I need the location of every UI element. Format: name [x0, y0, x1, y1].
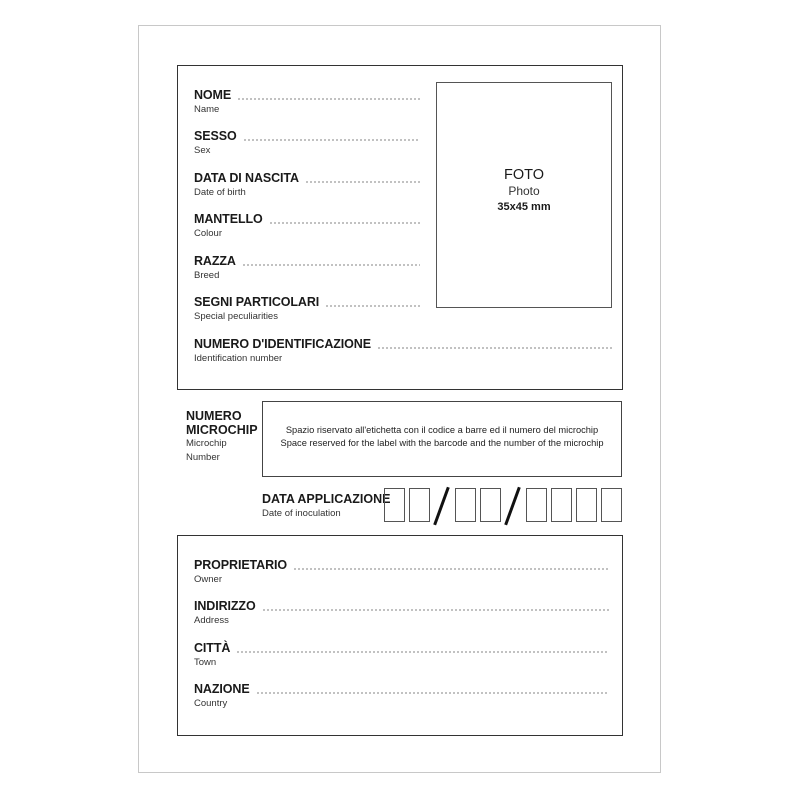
field-label: RAZZA [194, 254, 236, 268]
field-label: NOME [194, 88, 232, 102]
date-digit-box[interactable] [551, 488, 572, 522]
microchip-label [186, 409, 258, 464]
dotted-line [256, 692, 609, 694]
dotted-line [325, 305, 420, 307]
date-digit-box[interactable] [384, 488, 405, 522]
field-sublabel: Sex [194, 145, 211, 156]
field-label: SESSO [194, 129, 237, 143]
dotted-line [305, 181, 420, 183]
field-sublabel: Country [194, 698, 228, 709]
dotted-line [236, 651, 609, 653]
microchip-note-it: Spazio riservato all'etichetta con il codice a barre ed il numero del microchip [285, 425, 599, 435]
field-label: PROPRIETARIO [194, 558, 288, 572]
dotted-line [269, 222, 420, 224]
field-sublabel: Special peculiarities [194, 311, 278, 322]
date-digit-box[interactable] [526, 488, 547, 522]
date-digit-box[interactable] [601, 488, 622, 522]
field-numero-identificazione[interactable] [194, 337, 613, 364]
date-digit-box[interactable] [576, 488, 597, 522]
field-razza[interactable] [194, 254, 420, 281]
identity-section [177, 65, 623, 390]
microchip-label-en-2: Number [186, 451, 220, 463]
field-sublabel: Town [194, 657, 217, 668]
field-data-di-nascita[interactable] [194, 171, 420, 198]
microchip-label-it-1: NUMERO [186, 409, 242, 423]
field-nome[interactable] [194, 88, 420, 115]
photo-title: FOTO [503, 167, 544, 183]
photo-size: 35x45 mm [497, 201, 551, 213]
field-sesso[interactable] [194, 129, 420, 156]
dotted-line [242, 264, 420, 266]
dotted-line [293, 568, 609, 570]
microchip-label-en-1: Microchip [186, 438, 227, 449]
field-label: INDIRIZZO [194, 599, 256, 613]
photo-subtitle: Photo [508, 184, 540, 198]
field-sublabel: Address [194, 615, 229, 626]
photo-box[interactable] [436, 82, 612, 308]
dotted-line [262, 609, 609, 611]
application-date-label-en: Date of inoculation [262, 508, 341, 519]
field-segni-particolari[interactable] [194, 295, 420, 322]
microchip-label-it-2: MICROCHIP [186, 423, 258, 437]
field-mantello[interactable] [194, 212, 420, 239]
dotted-line [243, 139, 420, 141]
field-sublabel: Identification number [194, 353, 283, 364]
field-sublabel: Colour [194, 228, 222, 239]
field-indirizzo[interactable] [194, 599, 609, 626]
date-digit-box[interactable] [455, 488, 476, 522]
date-digit-box[interactable] [480, 488, 501, 522]
field-label: MANTELLO [194, 212, 263, 226]
owner-section [177, 535, 623, 736]
field-sublabel: Name [194, 104, 220, 115]
date-digit-box[interactable] [409, 488, 430, 522]
field-label: CITTÀ [194, 641, 231, 655]
dotted-line [237, 98, 420, 100]
field-sublabel: Owner [194, 574, 222, 585]
field-proprietario[interactable] [194, 558, 609, 585]
dotted-line [377, 347, 613, 349]
application-date-label-it: DATA APPLICAZIONE [262, 492, 391, 506]
field-label: DATA DI NASCITA [194, 171, 299, 185]
field-sublabel: Breed [194, 270, 220, 281]
field-label: NAZIONE [194, 682, 250, 696]
microchip-note-en: Space reserved for the label with the barcode and the number of the microchip [280, 437, 604, 448]
application-date-label [262, 492, 390, 519]
field-label: NUMERO D'IDENTIFICAZIONE [194, 337, 371, 351]
field-nazione[interactable] [194, 682, 609, 709]
field-citta[interactable] [194, 641, 609, 668]
field-label: SEGNI PARTICOLARI [194, 295, 320, 309]
microchip-label-area[interactable] [262, 401, 622, 477]
field-sublabel: Date of birth [194, 187, 246, 198]
